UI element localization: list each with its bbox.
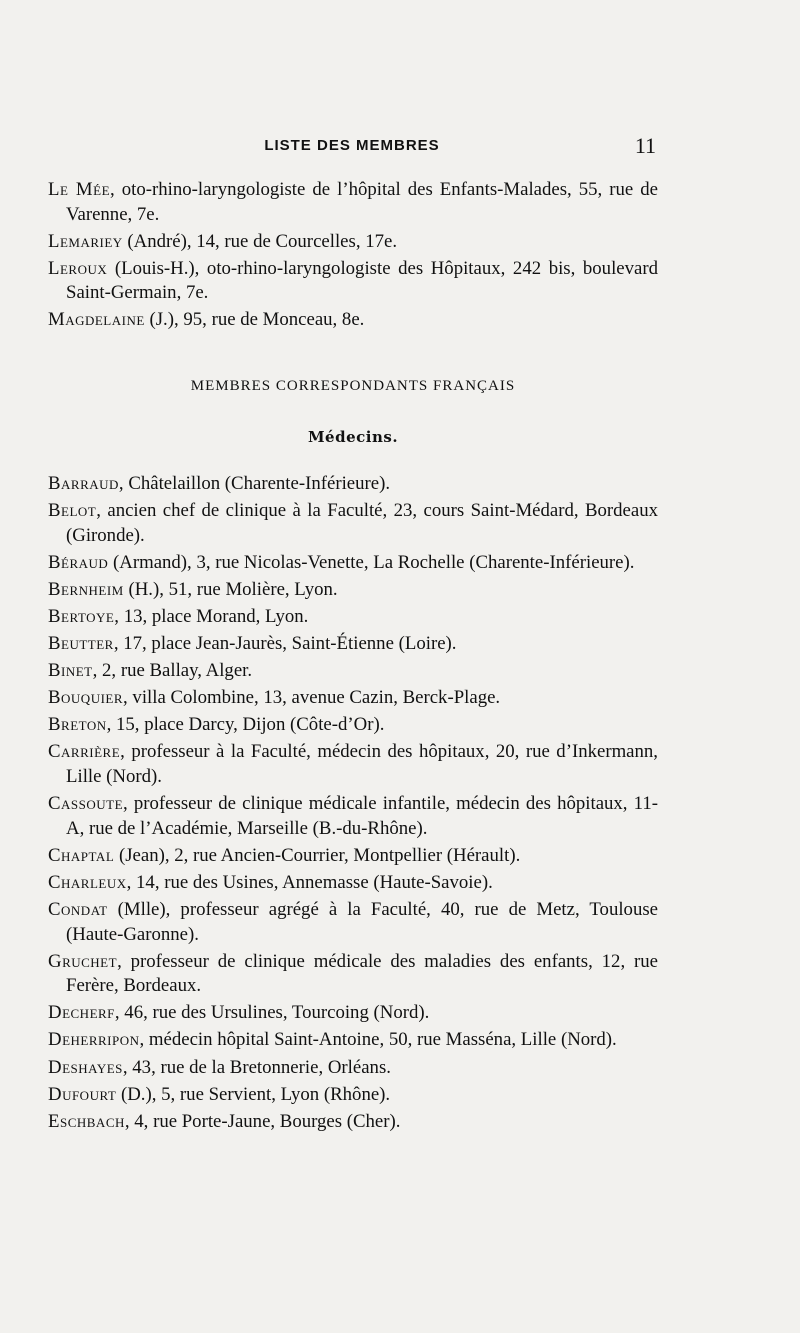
member-name: Cassoute xyxy=(48,793,124,815)
member-name: Decherf xyxy=(48,1002,115,1024)
member-entry xyxy=(48,308,658,333)
member-entry xyxy=(48,792,658,841)
member-entry xyxy=(48,257,658,306)
member-name: Béraud xyxy=(48,551,109,573)
member-details: , professeur de clinique médicale des maladies des enfants, 12, rue Ferère, Bordeaux. xyxy=(66,950,658,997)
running-head: LISTE DES MEMBRES xyxy=(264,137,440,154)
page-number: 11 xyxy=(634,133,656,158)
member-entry xyxy=(48,499,658,548)
member-details: , 43, rue de la Bretonnerie, Orléans. xyxy=(122,1056,391,1078)
member-entry xyxy=(48,578,658,603)
member-details: , médecin hôpital Saint-Antoine, 50, rue Masséna, Lille (Nord). xyxy=(139,1029,617,1051)
member-details: , professeur de clinique médicale infantile, médecin des hôpitaux, 11-A, rue de l’Académie, Marseille (B.-du-Rhône). xyxy=(66,793,658,839)
member-name: Le Mée xyxy=(48,179,111,200)
member-entry xyxy=(48,605,658,630)
member-entry xyxy=(48,898,658,947)
member-entry xyxy=(48,844,658,869)
member-entry xyxy=(48,950,658,999)
member-name: Carrière xyxy=(48,741,121,763)
member-details: (D.), 5, rue Servient, Lyon (Rhône). xyxy=(116,1083,391,1105)
member-entry xyxy=(48,686,658,711)
member-details: , oto-rhino-laryngologiste de l’hôpital des Enfants-Malades, 55, rue de Varenne, 7e. xyxy=(66,179,658,225)
member-name: Gruchet xyxy=(48,950,118,972)
member-details: (J.), 95, rue de Monceau, 8e. xyxy=(144,309,365,331)
member-entry xyxy=(48,632,658,657)
member-entry xyxy=(48,740,658,789)
member-list-continued xyxy=(48,178,658,336)
member-name: Dufourt xyxy=(48,1083,117,1105)
member-name: Deherripon xyxy=(48,1029,140,1051)
member-name: Charleux xyxy=(48,871,127,893)
section-title: MEMBRES CORRESPONDANTS FRANÇAIS xyxy=(190,378,516,394)
member-name: Deshayes xyxy=(48,1056,123,1078)
member-entry xyxy=(48,1110,658,1135)
member-details: , professeur à la Faculté, médecin des hôpitaux, 20, rue d’Inkermann, Lille (Nord). xyxy=(66,741,658,788)
member-name: Barraud xyxy=(48,473,119,494)
member-details: , 15, place Darcy, Dijon (Côte-d’Or). xyxy=(106,714,385,736)
member-name: Bernheim xyxy=(48,578,124,600)
member-name: Condat xyxy=(48,899,108,920)
member-details: (Jean), 2, rue Ancien-Courrier, Montpellier (Hérault). xyxy=(114,844,521,866)
member-entry xyxy=(48,1056,658,1081)
member-details: (André), 14, rue de Courcelles, 17e. xyxy=(122,230,398,252)
member-details: , Châtelaillon (Charente-Inférieure). xyxy=(118,473,391,494)
member-name: Lemariey xyxy=(48,230,123,252)
member-name: Leroux xyxy=(48,257,108,279)
member-name: Binet xyxy=(48,660,93,682)
member-name: Chaptal xyxy=(48,844,115,866)
member-details: (H.), 51, rue Molière, Lyon. xyxy=(123,578,338,600)
page-header xyxy=(48,133,656,157)
subsection-title: Médecins. xyxy=(307,428,399,446)
member-entry xyxy=(48,178,658,227)
member-details: (Armand), 3, rue Nicolas-Venette, La Rochelle (Charente-Inférieure). xyxy=(108,551,635,573)
member-entry xyxy=(48,1028,658,1053)
member-entry xyxy=(48,230,658,255)
member-details: , villa Colombine, 13, avenue Cazin, Berck-Plage. xyxy=(123,687,501,709)
member-entry xyxy=(48,713,658,738)
member-name: Eschbach xyxy=(48,1110,125,1132)
member-entry xyxy=(48,472,658,497)
member-details: (Louis-H.), oto-rhino-laryngologiste des Hôpitaux, 242 bis, boulevard Saint-Germain, 7e. xyxy=(66,257,658,304)
member-details: , 13, place Morand, Lyon. xyxy=(114,605,309,627)
member-details: , 46, rue des Ursulines, Tourcoing (Nord). xyxy=(114,1002,430,1024)
correspondent-members-list xyxy=(48,472,658,1137)
member-entry xyxy=(48,1083,658,1108)
member-entry xyxy=(48,871,658,896)
member-name: Beutter xyxy=(48,633,114,655)
member-details: , 17, place Jean-Jaurès, Saint-Étienne (Loire). xyxy=(113,633,457,655)
member-details: , 14, rue des Usines, Annemasse (Haute-Savoie). xyxy=(126,871,493,893)
member-name: Magdelaine xyxy=(48,309,145,331)
member-name: Belot xyxy=(48,500,97,522)
member-entry xyxy=(48,1001,658,1026)
member-entry xyxy=(48,551,658,576)
member-details: , ancien chef de clinique à la Faculté, 23, cours Saint-Médard, Bordeaux (Gironde). xyxy=(66,500,658,546)
member-name: Breton xyxy=(48,714,107,736)
member-details: , 2, rue Ballay, Alger. xyxy=(92,660,253,682)
member-entry xyxy=(48,659,658,684)
member-details: , 4, rue Porte-Jaune, Bourges (Cher). xyxy=(124,1110,401,1132)
member-details: (Mlle), professeur agrégé à la Faculté, 40, rue de Metz, Toulouse (Haute-Garonne). xyxy=(66,899,658,945)
member-name: Bertoye xyxy=(48,605,115,627)
member-name: Bouquier xyxy=(48,687,124,709)
